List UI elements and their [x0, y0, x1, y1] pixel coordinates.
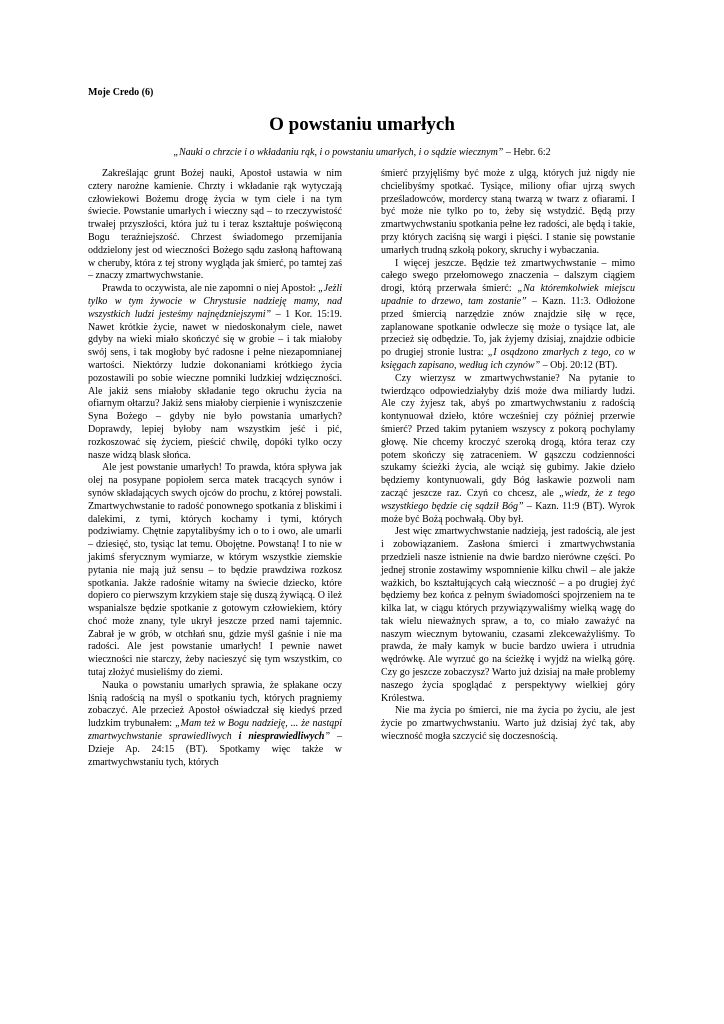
paragraph: Jest więc zmartwychwstanie nadzieją, jest radością, ale jest i zobowiązaniem. Zasłona śmierci i zmartwychwstania przedzieli nasze istnienie na dwie bardzo nierówne części. Po jednej stronie zostawimy wspomnienie kilku chwil – ale jakże ważkich, bo kształtujących całą wieczność – a po drugiej żyć będziemy bez końca z pełnym świadomości spojrzeniem na te kilka lat, w ciągu których przywiązywaliśmy wielką wagę do tak wielu nieważnych spraw, a to, co miało zaważyć na naszym wiecznym bytowaniu, czasami zlekceważyliśmy. To prawda, że mały kamyk w bucie bardzo uwiera i utrudnia wędrówkę. Ale wyrzuć go na ścieżkę i wyjdź na wielką górę. Czy go jeszcze zobaczysz? Warto już dzisiaj na małe problemy naszego życia spoglądać z perspektywy wielkiej góry Królestwa.: [381, 526, 635, 704]
bible-quote: „Jeżli tylko w tym żywocie w Chrystusie nadzieję mamy, nad wszystkich ludzi jesteśmy najnędzniejszymi”: [88, 283, 342, 320]
bible-quote: „Na któremkolwiek miejscu upadnie to drzewo, tam zostanie”: [381, 283, 635, 307]
paragraph: [381, 373, 635, 527]
paragraph-text: Nauka o powstaniu umarłych sprawia, że spłakane oczy lśnią radością na myśl o spotkaniu tych, których pragniemy zobaczyć. Ale przecież Apostoł oświadczał się kiedyś przed ludzkim trybunałem:: [88, 679, 342, 730]
motto-quote: „Nauki o chrzcie i o wkładaniu rąk, i o powstaniu umarłych, i o sądzie wiecznym”: [173, 147, 504, 158]
motto: [60, 147, 664, 158]
left-column: [88, 168, 342, 769]
series-label: Moje Credo (6): [88, 87, 154, 98]
paragraph: [381, 258, 635, 373]
paragraph: [88, 283, 342, 462]
paragraph: śmierć przyjęliśmy być może z ulgą, których już nigdy nie chcielibyśmy spotkać. Tysiące, miliony ofiar ujrzą swych prześladowców, mordercy staną twarzą w twarz z ofiarami. I być może nie tylko po to, żeby się wstydzić. Będą przy zmartwychwstaniu spotkania pełne łez radości, ale będą i takie, przy których zaciśną się wargi i pięści. I stanie się powstanie umarłych trudną szkołą pokory, skruchy i wybaczania.: [381, 168, 635, 256]
paragraph-text: Prawda to oczywista, ale nie zapomni o niej Apostoł:: [102, 283, 319, 295]
bible-quote: „I osądzono zmarłych z tego, co w księgach zapisano, według ich czynów”: [381, 347, 635, 371]
motto-reference: – Hebr. 6:2: [503, 147, 551, 158]
paragraph-text: Czy wierzysz w zmartwychwstanie? Na pytanie to twierdząco odpowiedziałyby dziś może dwa miliardy ludzi. Ale czy żyjesz tak, abyś po zmartwychwstaniu z radością kontynuował dzieło, które wcześniej czy później przerwie śmierć? Przed takim pytaniem wszyscy z pokorą pochylamy głowę. Nie chcemy kroczyć szeroką drogą, która teraz czy potem skończy się zatraceniem. W gąszczu codzienności szukamy ścieżki życia, ale wciąż się gubimy. Jakie dzieło będziemy kontynuowali, gdy Bóg łaskawie pozwoli nam zacząć jeszcze raz. Czyń co chcesz, ale: [381, 372, 635, 499]
paragraph-text: – Dzieje Ap. 24:15 (BT). Spotkamy więc także w zmartwychwstaniu tych, których: [88, 731, 342, 768]
bible-quote: „wiedz, że z tego wszystkiego będzie cię sądził Bóg”: [381, 487, 635, 512]
paragraph-text: – Kazn. 11:3. Odłożone przed śmiercią narzędzie znów znajdzie siłę w ręce, zaplanowane spotkanie odwlecze się może o tysiące lat, ale przecież się odbędzie. To, jak żyjemy dzisiaj, znajdzie odbicie po drugiej stronie lustra:: [381, 295, 635, 359]
bible-quote-emphasis: i niesprawiedliwych: [238, 731, 325, 743]
paragraph-text: – 1 Kor. 15:19. Nawet krótkie życie, nawet w niedoskonałym ciele, nawet gdyby na wieki miało skończyć się w grobie – i tak miałoby swój sens, i tak mogłoby być radosne i pełne niezapomnianej wartości. Niektórzy ludzie dokonaniami krótkiego życia pozostawili po sobie wieczne pomniki ludzkiej wdzięczności. Ale jakiż sens miałoby składanie tego okruchu życia na ofiarnym ołtarzu? Jakiż sens miałoby cierpienie i wyniszczenie Syna Bożego – gdyby nie było powstania umarłych? Doprawdy, lepiej byłoby nam wszystkim jeść i pić, rozkoszować się życiem, pieścić chwilę, dopóki tylko oczy nasze widzą blask słońca.: [88, 308, 343, 461]
paragraph: Ale jest powstanie umarłych! To prawda, która spływa jak olej na posypane popiołem serca matek tracących synów i synów składających swych ojców do prochu, z której powstali. Zmartwychwstanie to radość ponownego spotkania z bliskimi i dalekimi, z tymi, których kochamy i tymi, których podziwiamy. Chętnie zapytalibyśmy ich o to i owo, ale umarli – dziesięć, sto, tysiąc lat temu. Obojętne. Powstaną! I to nie w jakimś sferycznym wymiarze, w którym wszystkie ziemskie pytania nie mają już sensu – to będzie prawdziwa rozkosz spotkania. Jakże radośnie witamy na świecie dziecko, które dopiero co pierwszym krzykiem staje się duszą żywiącą. O ileż wspanialsze będzie spotkanie z gotowym człowiekiem, który choć może znany, tyle ukrył jeszcze przed nami tajemnic. Zabrał je w grób, w otchłań snu, gdzie myśl gaśnie i nie ma radości. Ale jest powstanie umarłych! I pewnie nawet wieczności nie starczy, żeby nacieszyć się tym wszystkim, co tutaj złożyć musieliśmy do ziemi.: [88, 462, 342, 679]
bible-quote: „Mam też w Bogu nadzieję, ... że nastąpi zmartwychwstanie sprawiedliwych: [88, 718, 343, 743]
right-column: [381, 168, 635, 744]
paragraph-text: – Kazn. 11:9 (BT). Wyrok może być Bożą pochwałą. Oby był.: [381, 500, 635, 525]
paragraph: Nie ma życia po śmierci, nie ma życia po życiu, ale jest życie po zmartwychwstaniu. Warto już dzisiaj żyć tak, aby wieczność mogła szczycić się doczesnością.: [381, 705, 635, 743]
page-title: O powstaniu umarłych: [269, 114, 455, 135]
paragraph: [88, 680, 342, 770]
paragraph-text: I więcej jeszcze. Będzie też zmartwychwstanie – mimo całego swego przełomowego znaczenia – dalszym ciągiem drogi, którą przerwała śmierć:: [381, 257, 635, 295]
bible-quote-close: ”: [324, 731, 331, 743]
paragraph: Zakreślając grunt Bożej nauki, Apostoł ustawia w nim cztery narożne kamienie. Chrzty i wkładanie rąk wytyczają człowiekowi Bożemu drogę życia w tym ciele i na tym świecie. Powstanie umarłych i wieczny sąd – to rzeczywistość trwałej przyszłości, która już tu i teraz kształtuje poświęconą Bogu teraźniejszość. Chrzest świadomego przemijania oddzielony jest od wieczności Bożego sądu zasłoną haftowaną w cheruby, która z tej strony wygląda jak śmierć, po tamtej zaś – znaczy zmartwychwstanie.: [88, 168, 342, 282]
paragraph-text: – Obj. 20:12 (BT).: [540, 359, 618, 371]
